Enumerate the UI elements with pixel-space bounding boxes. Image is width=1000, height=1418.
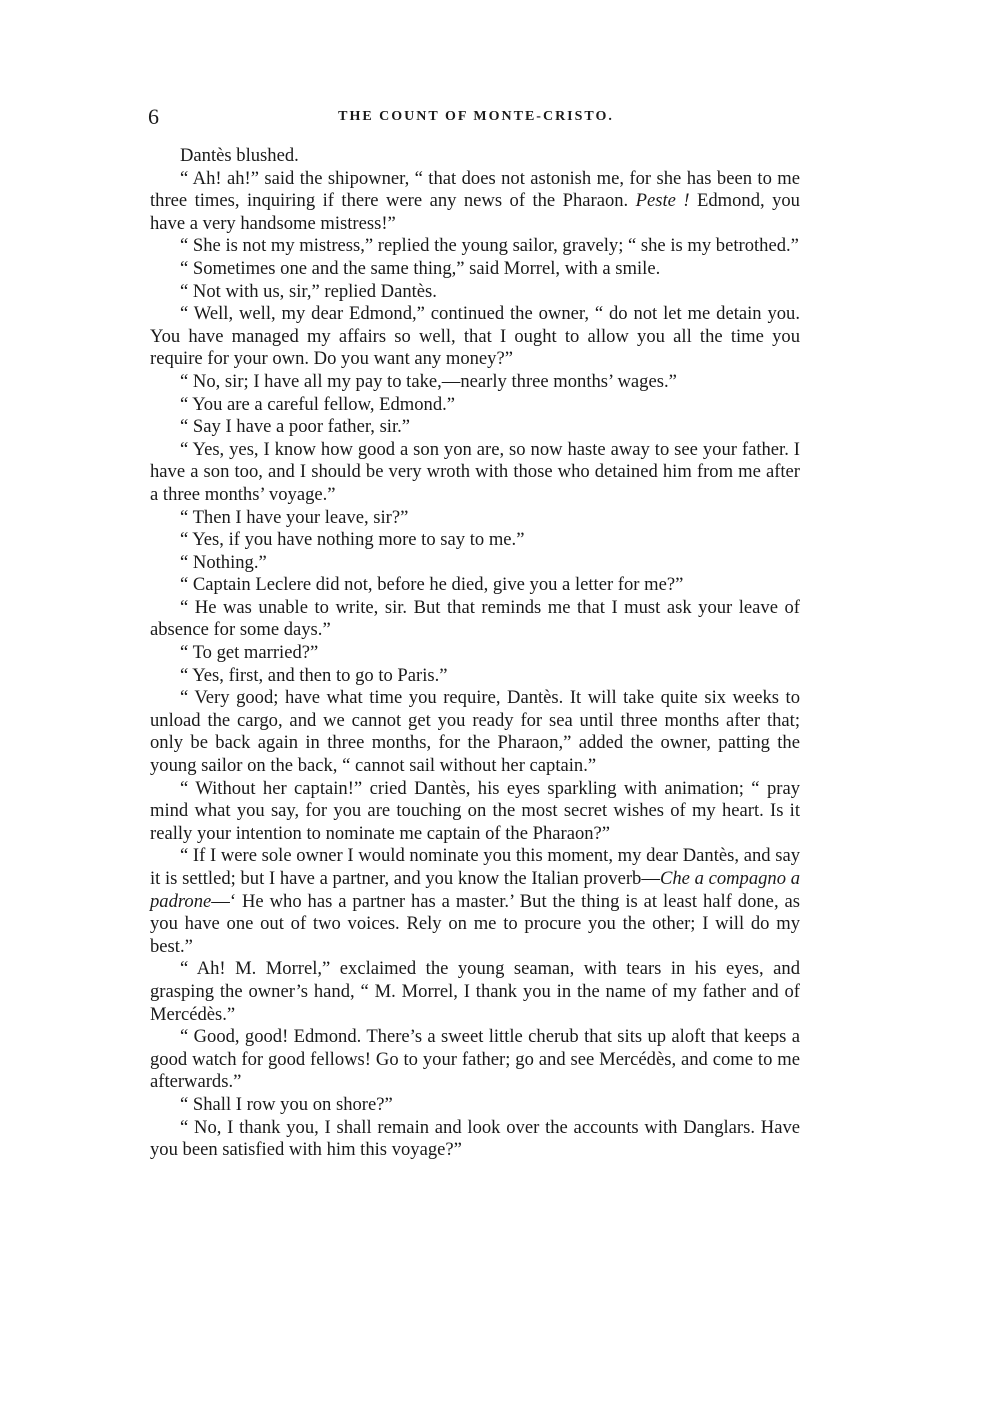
paragraph	[150, 258, 800, 281]
running-head: THE COUNT OF MONTE-CRISTO.	[338, 109, 614, 124]
paragraph	[150, 597, 800, 642]
paragraph	[150, 529, 800, 552]
paragraph	[150, 507, 800, 530]
paragraph-text: “ Yes, yes, I know how good a son yon are, so now haste away to see your father. I have a son too, and I should be very wroth with those who detained him from me after a three months’ voyage.”	[150, 438, 800, 505]
italic-phrase: Che a compagno a padrone	[150, 868, 801, 912]
paragraph-text: “ Ah! M. Morrel,” exclaimed the young seaman, with tears in his eyes, and grasping the owner’s hand, “ M. Morrel, I thank you in the name of my father and of Mercédès.”	[150, 958, 800, 1025]
paragraph-text: “ Yes, if you have nothing more to say to me.”	[180, 529, 525, 551]
paragraph	[150, 416, 800, 439]
paragraph	[150, 687, 800, 777]
paragraph-text: “ Nothing.”	[180, 551, 267, 573]
paragraph	[150, 145, 800, 168]
paragraph	[150, 642, 800, 665]
paragraph	[150, 778, 800, 846]
paragraph-text: “ Ah! ah!” said the shipowner, “ that does not astonish me, for she has been to me three times, inquiring if there were any news of the Pharaon.	[150, 167, 800, 212]
paragraph	[150, 665, 800, 688]
paragraph	[150, 1117, 800, 1162]
paragraph	[150, 235, 800, 258]
paragraph-text: “ No, sir; I have all my pay to take,—nearly three months’ wages.”	[180, 370, 677, 392]
paragraph	[150, 168, 800, 236]
paragraph	[150, 552, 800, 575]
paragraph-text: “ Good, good! Edmond. There’s a sweet little cherub that sits up aloft that keeps a good watch for good fellows! Go to your father; go and see Mercédès, and come to me afterwards.”	[150, 1026, 800, 1093]
paragraph-text-continued: Edmond, you have a very handsome mistress!”	[150, 190, 800, 234]
paragraph-text: “ Well, well, my dear Edmond,” continued the owner, “ do not let me detain you. You have managed my affairs so well, that I ought to allow you all the time you require for your own. Do you want any money?”	[150, 303, 800, 370]
italic-phrase: Peste !	[635, 190, 690, 212]
paragraph-text: “ Very good; have what time you require, Dantès. It will take quite six weeks to unload the cargo, and we cannot get you ready for sea until three months after that; only be back again in three months, for the Pharaon,” added the owner, patting the young sailor on the back, “ cannot sail without her captain.”	[150, 687, 800, 777]
paragraph	[150, 1026, 800, 1094]
paragraph-text: “ Not with us, sir,” replied Dantès.	[180, 280, 437, 302]
paragraph	[150, 303, 800, 371]
paragraph-text-continued: —‘ He who has a partner has a master.’ But the thing is at least half done, as you have one out of two voices. Rely on me to procure you the other; I will do my best.”	[150, 890, 800, 957]
paragraph	[150, 1094, 800, 1117]
paragraph-text: “ Shall I row you on shore?”	[180, 1093, 393, 1115]
paragraph	[150, 281, 800, 304]
paragraph-text: “ To get married?”	[180, 642, 319, 664]
page-number: 6	[148, 104, 159, 129]
paragraph-text: “ Yes, first, and then to go to Paris.”	[180, 664, 448, 686]
paragraph-text: Dantès blushed.	[180, 145, 299, 166]
paragraph-text: “ Then I have your leave, sir?”	[180, 506, 409, 528]
paragraph-text: “ Say I have a poor father, sir.”	[180, 416, 411, 438]
paragraph	[150, 958, 800, 1026]
paragraph-text: “ If I were sole owner I would nominate you this moment, my dear Dantès, and say it is settled; but I have a partner, and you know the Italian proverb—	[150, 845, 800, 889]
paragraph	[150, 394, 800, 417]
paragraph	[150, 845, 800, 958]
paragraph-text: “ Without her captain!” cried Dantès, his eyes sparkling with animation; “ pray mind what you say, for you are touching on the most secret wishes of my heart. Is it really your intention to nominate me captain of the Pharaon?”	[150, 777, 800, 844]
paragraph	[150, 574, 800, 597]
paragraph-text: “ She is not my mistress,” replied the young sailor, gravely; “ she is my betrothed.”	[180, 235, 799, 257]
paragraph-text: “ You are a careful fellow, Edmond.”	[180, 393, 456, 415]
paragraph	[150, 371, 800, 394]
paragraph-text: “ Sometimes one and the same thing,” said Morrel, with a smile.	[180, 257, 661, 279]
paragraph-text: “ He was unable to write, sir. But that reminds me that I must ask your leave of absence for some days.”	[150, 596, 800, 641]
paragraph	[150, 439, 800, 507]
paragraph-text: “ No, I thank you, I shall remain and look over the accounts with Danglars. Have you been satisfied with him this voyage?”	[150, 1116, 800, 1161]
page-header	[148, 104, 804, 130]
paragraph-text: “ Captain Leclere did not, before he died, give you a letter for me?”	[180, 574, 684, 596]
body-text	[150, 145, 800, 1162]
